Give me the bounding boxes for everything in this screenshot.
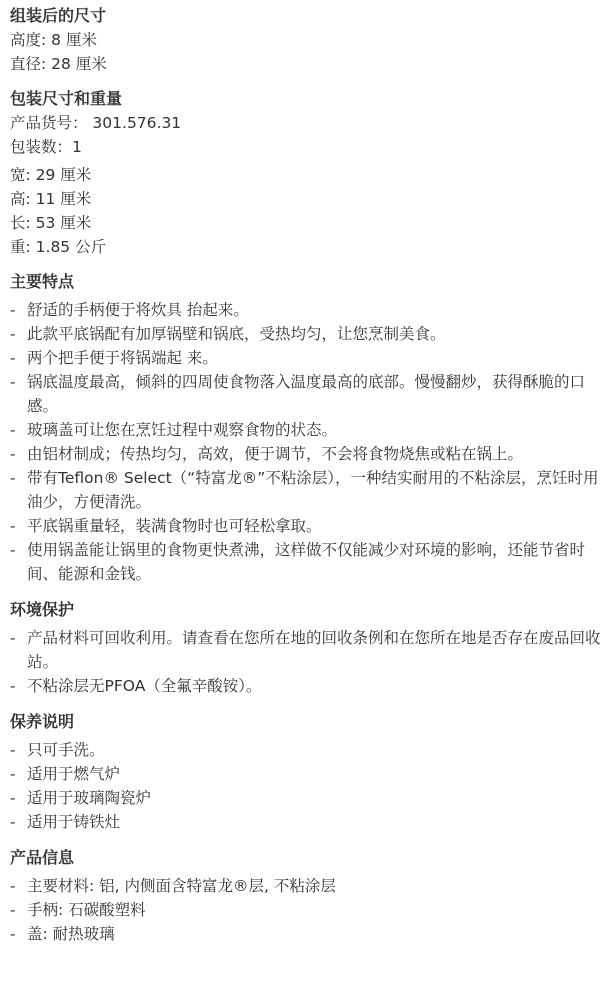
- article-number: 产品货号： 301.576.31: [10, 114, 182, 132]
- product-info-text: 盖: 耐热玻璃: [27, 925, 115, 943]
- package-section: [10, 87, 615, 259]
- package-weight: 重: 1.85 公斤: [10, 238, 107, 256]
- bullet-dash: -: [10, 325, 16, 343]
- list-item: [10, 466, 615, 514]
- bullet-dash: -: [10, 813, 16, 831]
- bullet-dash: -: [10, 301, 16, 319]
- list-item: [10, 346, 615, 370]
- product-info-text: 手柄: 石碳酸塑料: [27, 901, 146, 919]
- list-item: [10, 674, 615, 698]
- features-heading: 主要特点: [10, 272, 75, 291]
- features-section: [10, 270, 615, 586]
- list-item: [10, 418, 615, 442]
- product-info-section: [10, 846, 615, 946]
- product-info-heading: 产品信息: [10, 848, 75, 867]
- care-text: 适用于铸铁灶: [27, 813, 121, 831]
- package-count: 包装数：1: [10, 138, 82, 156]
- care-heading: 保养说明: [10, 712, 75, 731]
- bullet-dash: -: [10, 765, 16, 783]
- product-info-text: 主要材料: 铝, 内侧面含特富龙®层, 不粘涂层: [27, 877, 336, 895]
- list-item: [10, 626, 615, 674]
- assembled-diameter: 直径: 28 厘米: [10, 55, 107, 73]
- list-item: [10, 738, 615, 762]
- bullet-dash: -: [10, 517, 16, 535]
- feature-text: 由铝材制成；传热均匀，高效，便于调节，不会将食物烧焦或粘在锅上。: [27, 445, 524, 463]
- list-item: [10, 442, 615, 466]
- list-item: [10, 874, 615, 898]
- care-text: 适用于玻璃陶瓷炉: [27, 789, 152, 807]
- package-height: 高: 11 厘米: [10, 190, 92, 208]
- bullet-dash: -: [10, 445, 16, 463]
- feature-text: 玻璃盖可让您在烹饪过程中观察食物的状态。: [27, 421, 338, 439]
- bullet-dash: -: [10, 925, 16, 943]
- feature-text: 带有Teflon® Select（“特富龙®”不粘涂层），一种结实耐用的不粘涂层，烹饪时用油少，方便清洗。: [27, 469, 599, 511]
- bullet-dash: -: [10, 741, 16, 759]
- environment-section: [10, 598, 615, 698]
- list-item: [10, 786, 615, 810]
- environment-text: 不粘涂层无PFOA（全氟辛酸铵）。: [27, 677, 262, 695]
- list-item: [10, 514, 615, 538]
- assembled-height: 高度: 8 厘米: [10, 31, 97, 49]
- list-item: [10, 538, 615, 586]
- feature-text: 两个把手便于将锅端起 来。: [27, 349, 218, 367]
- list-item: [10, 298, 615, 322]
- feature-text: 锅底温度最高，倾斜的四周使食物落入温度最高的底部。慢慢翻炒，获得酥脆的口感。: [27, 373, 586, 415]
- care-text: 只可手洗。: [27, 741, 105, 759]
- environment-text: 产品材料可回收利用。请查看在您所在地的回收条例和在您所在地是否存在废品回收站。: [27, 629, 601, 671]
- package-heading: 包装尺寸和重量: [10, 89, 123, 108]
- list-item: [10, 370, 615, 418]
- bullet-dash: -: [10, 901, 16, 919]
- list-item: [10, 922, 615, 946]
- bullet-dash: -: [10, 677, 16, 695]
- package-length: 长: 53 厘米: [10, 214, 92, 232]
- list-item: [10, 762, 615, 786]
- feature-text: 舒适的手柄便于将炊具 抬起来。: [27, 301, 249, 319]
- bullet-dash: -: [10, 421, 16, 439]
- feature-text: 平底锅重量轻，装满食物时也可轻松拿取。: [27, 517, 322, 535]
- bullet-dash: -: [10, 349, 16, 367]
- bullet-dash: -: [10, 629, 16, 647]
- feature-text: 使用锅盖能让锅里的食物更快煮沸，这样做不仅能减少对环境的影响，还能节省时间、能源和金钱。: [27, 541, 586, 583]
- package-width: 宽: 29 厘米: [10, 166, 92, 184]
- bullet-dash: -: [10, 469, 16, 487]
- bullet-dash: -: [10, 373, 16, 391]
- assembled-size-section: [10, 4, 615, 76]
- feature-text: 此款平底锅配有加厚锅壁和锅底，受热均匀，让您烹制美食。: [27, 325, 446, 343]
- bullet-dash: -: [10, 877, 16, 895]
- care-section: [10, 710, 615, 834]
- bullet-dash: -: [10, 789, 16, 807]
- assembled-size-heading: 组装后的尺寸: [10, 6, 107, 25]
- list-item: [10, 898, 615, 922]
- bullet-dash: -: [10, 541, 16, 559]
- list-item: [10, 810, 615, 834]
- care-text: 适用于燃气炉: [27, 765, 121, 783]
- environment-heading: 环境保护: [10, 600, 75, 619]
- list-item: [10, 322, 615, 346]
